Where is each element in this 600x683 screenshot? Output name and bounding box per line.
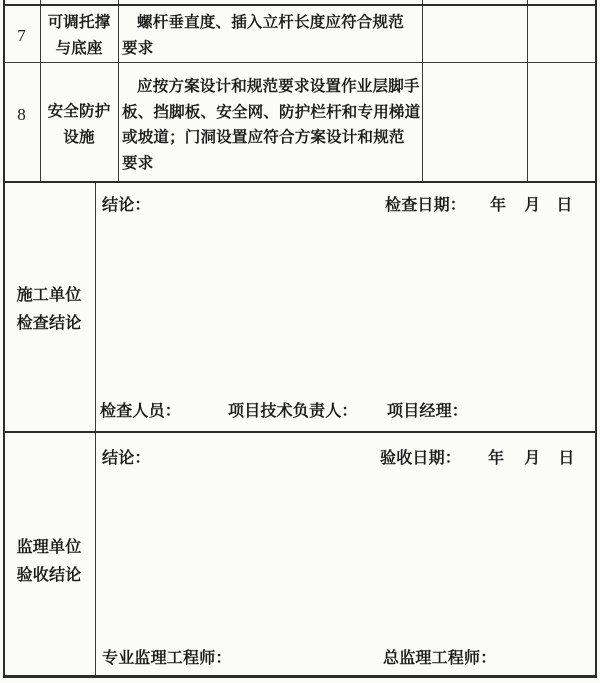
construction-section-label xyxy=(3,282,95,338)
row-7-number: 7 xyxy=(17,26,26,45)
row-8-item-line-1: 安全防护 xyxy=(47,103,111,120)
row-8-item-name xyxy=(40,99,118,151)
construction-section-label-line-2: 检查结论 xyxy=(16,315,82,332)
col-divider-item xyxy=(118,0,119,183)
row-7-item-line-1: 可调托撑 xyxy=(47,14,111,31)
construction-inspector-label: 检查人员： xyxy=(100,403,182,420)
supervision-section-label-line-1: 监理单位 xyxy=(16,539,82,556)
row-8-requirement-line-3: 或坡道；门洞设置应符合方案设计和规范 xyxy=(122,129,405,146)
row-divider-construction-supervision xyxy=(3,431,597,433)
supervision-section-label-line-2: 验收结论 xyxy=(16,567,82,584)
row-8-item-line-2: 设施 xyxy=(63,129,95,146)
row-8-requirement xyxy=(122,74,422,176)
row-divider-7-8 xyxy=(3,62,597,63)
construction-year-label: 年 xyxy=(490,197,507,214)
row-8-requirement-line-2: 板、挡脚板、安全网、防护栏杆和专用梯道 xyxy=(122,103,421,121)
col-divider-result1 xyxy=(422,0,423,183)
supervision-month-label: 月 xyxy=(524,450,541,467)
supervision-conclusion-label: 结论： xyxy=(102,450,151,467)
row-7-requirement xyxy=(122,10,420,61)
right-border-line xyxy=(595,0,597,678)
row-divider-top xyxy=(3,4,597,6)
row-8-requirement-line-1: 应按方案设计和规范要求设置作业层脚手 xyxy=(137,78,420,95)
supervision-specialist-label: 专业监理工程师： xyxy=(102,650,232,667)
construction-date-row xyxy=(385,197,573,214)
bottom-border-line xyxy=(3,675,597,678)
supervision-date-label: 验收日期： xyxy=(380,450,462,467)
construction-month-label: 月 xyxy=(524,197,541,214)
row-7-item-name xyxy=(40,10,118,62)
construction-conclusion-label: 结论： xyxy=(102,197,151,214)
construction-pm-label: 项目经理： xyxy=(387,403,469,420)
row-8-number: 8 xyxy=(17,105,26,124)
row-7-requirement-line-2: 要求 xyxy=(122,39,154,57)
construction-day-label: 日 xyxy=(556,197,573,214)
supervision-chief-label: 总监理工程师： xyxy=(383,650,497,667)
col-divider-sections xyxy=(95,183,96,676)
construction-tech-lead-label: 项目技术负责人： xyxy=(228,403,358,420)
construction-section-label-line-1: 施工单位 xyxy=(16,287,82,304)
row-7-item-line-2: 与底座 xyxy=(55,40,103,57)
supervision-date-row xyxy=(380,450,575,467)
row-divider-8-construction xyxy=(3,181,597,183)
supervision-year-label: 年 xyxy=(488,450,505,467)
row-8-requirement-line-4: 要求 xyxy=(122,154,154,172)
row-7-requirement-line-1: 螺杆垂直度、插入立杆长度应符合规范 xyxy=(137,14,404,31)
construction-date-label: 检查日期： xyxy=(385,197,467,214)
supervision-day-label: 日 xyxy=(558,450,575,467)
supervision-section-label xyxy=(3,534,95,590)
col-divider-result2 xyxy=(527,0,528,183)
